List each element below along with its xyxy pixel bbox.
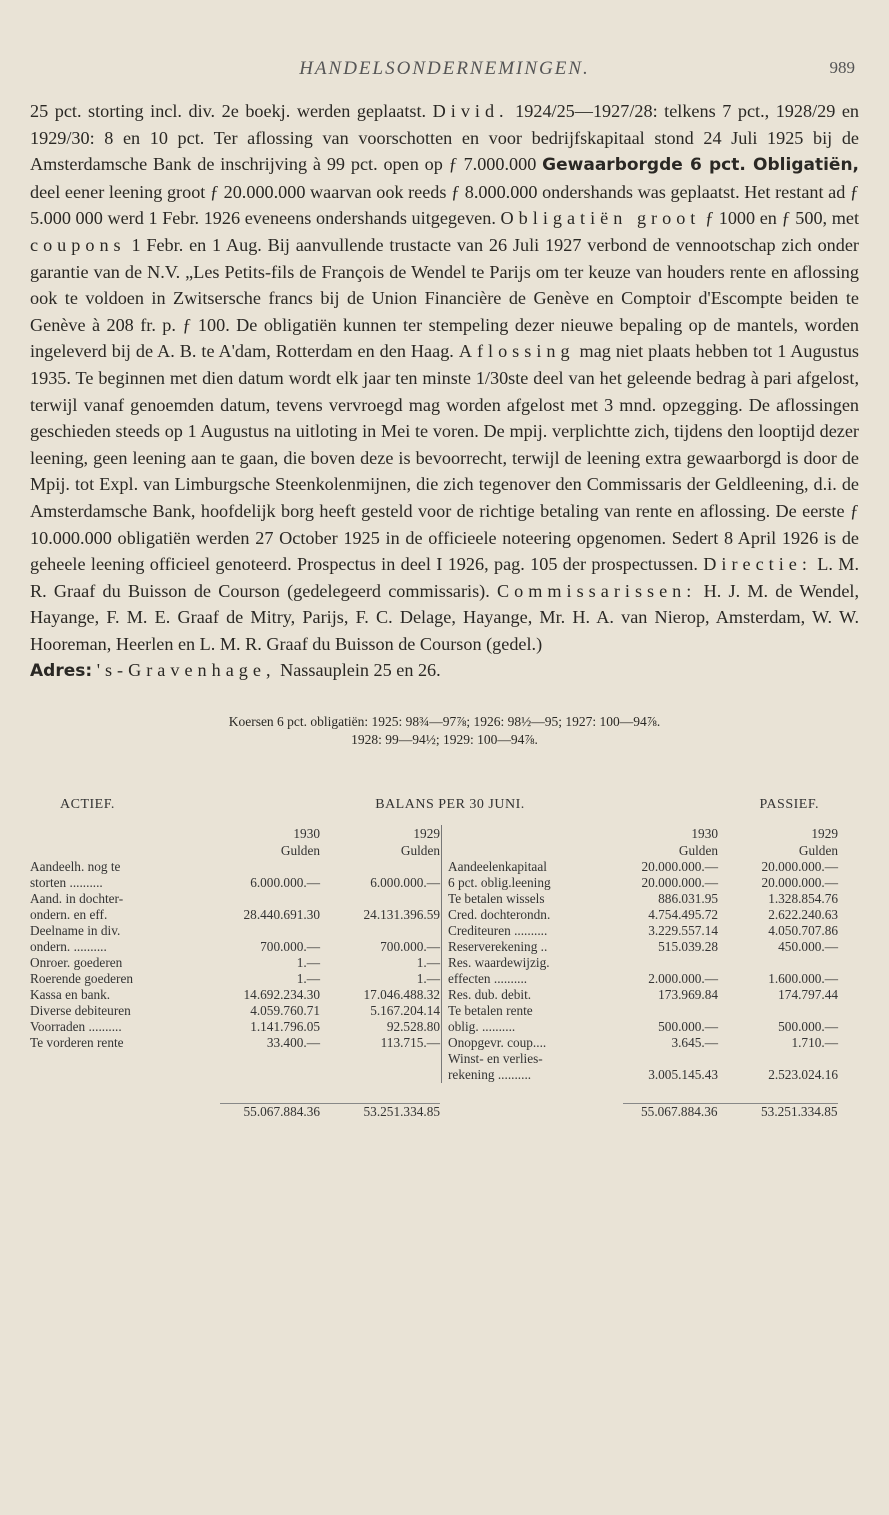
page-number: 989 — [829, 58, 855, 77]
row-label: Aand. in dochter- — [30, 891, 124, 907]
balance-row — [448, 939, 859, 955]
unit-label: Gulden — [678, 843, 718, 859]
value-1929 — [320, 891, 440, 907]
value-1930: 515.039.28 — [658, 939, 718, 955]
value-1930: 173.969.84 — [658, 987, 718, 1003]
assets-totals — [30, 1103, 442, 1119]
text-segment: mag niet plaats hebben tot 1 Augustus 1935. Te beginnen met dien datum wordt elk jaar ten minste 1/30ste deel van het geleende bedrag à pari afgelost, terwijl vanaf genoemden datum, tevens vervroegd mag worden afgelost met 3 mnd. opzegging. De aflossingen geschieden steeds op 1 Augustus na uitloting in Mei te voren. De mpij. verplichtte zich, tijdens den looptijd dezer leening, geen leening aan te gaan, die boven deze is bevoorrecht, terwijl de leening extra gewaarborgd is door de Mpij. tot Expl. van Limburgsche Steenkolenmijnen, die zich tegenover den Commissaris der Geldleening, d.i. de Amsterdamsche Bank, hoofdelijk borg heeft gesteld voor de richtige betaling van rente en aflossing. De eerste ƒ 10.000.000 obligatiën werden 27 October 1925 in de officieele noteering opgenomen. Sedert 8 April 1926 is de geheele leening officieel genoteerd. Prospectus in deel I 1926, pag. 105 der prospectussen. — [30, 341, 859, 575]
unit-label: Gulden — [400, 843, 440, 859]
running-title: HANDELSONDERNEMINGEN. — [299, 58, 590, 79]
value-1929: 6.000.000.— — [370, 875, 440, 891]
row-label: Aandeelenkapitaal — [448, 859, 547, 875]
spaced-heading-repayment: Aflossing — [458, 341, 575, 362]
text-segment: L. M. R. Graaf du Buisson de Courson (gedelegeerd commissaris). — [30, 554, 860, 601]
balance-row — [448, 1051, 859, 1067]
assets-column — [30, 825, 441, 1083]
value-1930: 500.000.— — [658, 1019, 718, 1035]
liabilities-rows — [448, 859, 859, 1083]
balance-row — [30, 1003, 441, 1019]
balance-row — [30, 971, 441, 987]
balance-row — [30, 1035, 441, 1051]
unit-label: Gulden — [798, 843, 838, 859]
value-1930 — [623, 1003, 718, 1019]
row-label: ondern. en eff. — [30, 907, 108, 923]
value-1929: 113.715.— — [380, 1035, 440, 1051]
page-header — [30, 58, 859, 98]
balance-row — [448, 1003, 859, 1019]
value-1929: 500.000.— — [778, 1019, 838, 1035]
assets-heading: ACTIEF. — [60, 797, 115, 813]
row-label: Winst- en verlies- — [448, 1051, 543, 1067]
value-1930 — [220, 923, 320, 939]
row-label: Te betalen wissels — [448, 891, 545, 907]
value-1929: 17.046.488.32 — [363, 987, 440, 1003]
spaced-heading-coupons: coupons — [30, 234, 126, 255]
value-1929: 20.000.000.— — [761, 859, 838, 875]
row-label: Deelname in div. — [30, 923, 121, 939]
balance-row — [448, 1067, 859, 1083]
value-1930: 3.229.557.14 — [648, 923, 718, 939]
row-label: Onopgevr. coup.... — [448, 1035, 547, 1051]
row-label: 6 pct. oblig.leening — [448, 875, 551, 891]
value-1929: 2.622.240.63 — [768, 907, 838, 923]
balance-row — [30, 859, 441, 875]
company-description — [30, 98, 859, 685]
row-label: Roerende goederen — [30, 971, 133, 987]
value-1930: 886.031.95 — [658, 891, 718, 907]
spaced-heading-obligations: Obligatiën groot — [500, 208, 701, 229]
value-1929: 5.167.204.14 — [370, 1003, 440, 1019]
bold-heading-bonds: Gewaarborgde 6 pct. Obligatiën, — [542, 155, 860, 176]
balance-columns — [30, 825, 859, 1083]
balance-row — [30, 875, 441, 891]
value-1929: 1.— — [416, 955, 440, 971]
value-1930: 700.000.— — [260, 939, 320, 955]
row-label: Crediteuren .......... — [448, 923, 548, 939]
balance-row — [448, 875, 859, 891]
row-label: Voorraden .......... — [30, 1019, 122, 1035]
value-1930: 1.— — [296, 971, 320, 987]
value-1930: 33.400.— — [266, 1035, 320, 1051]
row-label: oblig. .......... — [448, 1019, 516, 1035]
unit-header-row — [30, 842, 441, 859]
value-1930 — [220, 859, 320, 875]
balance-header — [30, 797, 859, 815]
value-1929: 450.000.— — [778, 939, 838, 955]
spaced-heading-dividend: Divid. — [432, 101, 509, 121]
value-1930: 28.440.691.30 — [243, 907, 320, 923]
value-1929 — [320, 859, 440, 875]
unit-header-row — [448, 842, 859, 859]
text-segment: deel eener leening groot ƒ 20.000.000 waarvan ook reeds ƒ 8.000.000 ondershands was geplaatst. Het restant ad ƒ 5.000 000 werd 1 Febr. 1926 eveneens ondershands uitgegeven. — [30, 181, 859, 229]
value-1929 — [320, 923, 440, 939]
balance-row — [448, 987, 859, 1003]
assets-rows — [30, 859, 441, 1051]
value-1930: 6.000.000.— — [250, 875, 320, 891]
value-1930 — [623, 1051, 718, 1067]
assets-total-1929: 53.251.334.85 — [320, 1103, 440, 1119]
row-label: Reserverekening .. — [448, 939, 548, 955]
year-1929: 1929 — [811, 826, 838, 842]
year-header-row — [448, 825, 859, 842]
liabilities-column — [441, 825, 859, 1083]
value-1929: 24.131.396.59 — [363, 907, 440, 923]
row-label: effecten .......... — [448, 971, 528, 987]
bond-prices-line: Koersen 6 pct. obligatiën: 1925: 98¾—97⅞; 1926: 98½—95; 1927: 100—94⅞. — [228, 714, 661, 730]
value-1929: 92.528.80 — [386, 1019, 440, 1035]
value-1929 — [718, 1051, 838, 1067]
row-label: Te vorderen rente — [30, 1035, 124, 1051]
balance-row — [448, 971, 859, 987]
bond-prices-line: 1928: 99—94½; 1929: 100—94⅞. — [351, 732, 538, 748]
value-1930: 3.645.— — [671, 1035, 718, 1051]
value-1930: 2.000.000.— — [648, 971, 718, 987]
balance-row — [448, 859, 859, 875]
text-segment: 1 Febr. en 1 Aug. Bij aanvullende trustacte van 26 Juli 1927 verbond de vennootschap zich onder garantie van de N.V. „Les Petits-fils de François de Wendel te Parijs om ter keuze van houders rente en aflossing ook te voldoen in Zwitsersche francs bij de Union Financière de Genève en Comptoir d'Escompte beiden te Genève à 208 fr. p. ƒ 100. De obligatiën kunnen ter stempeling dezer nieuwe bepaling op de mantels, worden ingeleverd bij de A. B. te A'dam, Rotterdam en den Haag. — [30, 234, 859, 362]
row-label: storten .......... — [30, 875, 103, 891]
totals-row — [30, 1103, 859, 1119]
value-1930: 4.754.495.72 — [648, 907, 718, 923]
liabilities-totals — [442, 1103, 860, 1119]
text-segment: H. J. M. de Wendel, Hayange, F. M. E. Graaf de Mitry, Parijs, F. C. Delage, Hayange, Mr. H. A. van Nierop, Amsterdam, W. W. Hooreman, Heerlen en L. M. R. Graaf du Buisson de Courson (gedel.) — [30, 580, 860, 654]
value-1929: 1.600.000.— — [768, 971, 838, 987]
unit-label: Gulden — [280, 843, 320, 859]
value-1930: 1.— — [296, 955, 320, 971]
balance-sheet — [30, 797, 859, 1119]
address-street: Nassauplein 25 en 26. — [280, 660, 441, 681]
text-segment: 25 pct. storting incl. div. 2e boekj. werden geplaatst. — [30, 101, 427, 121]
balance-row — [30, 987, 441, 1003]
balance-row — [448, 1019, 859, 1035]
row-label: Kassa en bank. — [30, 987, 111, 1003]
value-1929 — [718, 955, 838, 971]
text-segment: ƒ 1000 en ƒ 500, met — [705, 208, 860, 229]
balance-row — [448, 1035, 859, 1051]
balance-title: BALANS PER 30 JUNI. — [375, 797, 525, 813]
value-1930: 4.059.760.71 — [250, 1003, 320, 1019]
row-label: Res. dub. debit. — [448, 987, 532, 1003]
balance-row — [448, 891, 859, 907]
assets-total-1930: 55.067.884.36 — [220, 1103, 320, 1119]
value-1929 — [718, 1003, 838, 1019]
balance-row — [30, 923, 441, 939]
row-label: Res. waardewijzig. — [448, 955, 550, 971]
value-1929: 1.710.— — [791, 1035, 838, 1051]
liabilities-total-1929: 53.251.334.85 — [718, 1103, 838, 1119]
value-1929: 174.797.44 — [778, 987, 838, 1003]
bond-prices — [30, 713, 859, 749]
value-1930: 3.005.145.43 — [648, 1067, 718, 1083]
spaced-heading-commissioners: Commissarissen: — [497, 580, 697, 601]
value-1929: 2.523.024.16 — [768, 1067, 838, 1083]
row-label: Cred. dochterondn. — [448, 907, 551, 923]
value-1930: 20.000.000.— — [641, 875, 718, 891]
balance-row — [30, 939, 441, 955]
row-label: Aandeelh. nog te — [30, 859, 121, 875]
year-1930: 1930 — [293, 826, 320, 842]
value-1929: 1.— — [416, 971, 440, 987]
balance-row — [30, 955, 441, 971]
year-1930: 1930 — [691, 826, 718, 842]
description-paragraph — [30, 98, 859, 657]
balance-row — [448, 907, 859, 923]
balance-row — [448, 923, 859, 939]
year-1929: 1929 — [413, 826, 440, 842]
row-label: Onroer. goederen — [30, 955, 123, 971]
value-1929: 1.328.854.76 — [768, 891, 838, 907]
address-city: 's-Gravenhage, — [96, 660, 276, 681]
address-label: Adres: — [30, 661, 93, 682]
row-label: Te betalen rente — [448, 1003, 533, 1019]
balance-row — [448, 955, 859, 971]
balance-row — [30, 1019, 441, 1035]
value-1929: 20.000.000.— — [761, 875, 838, 891]
value-1930 — [623, 955, 718, 971]
value-1930: 14.692.234.30 — [243, 987, 320, 1003]
balance-row — [30, 907, 441, 923]
row-label: ondern. .......... — [30, 939, 107, 955]
value-1930: 1.141.796.05 — [250, 1019, 320, 1035]
value-1930 — [220, 891, 320, 907]
address-line — [30, 657, 859, 685]
value-1929: 700.000.— — [380, 939, 440, 955]
year-header-row — [30, 825, 441, 842]
spaced-heading-management: Directie: — [703, 554, 812, 575]
row-label: rekening .......... — [448, 1067, 532, 1083]
text-segment: 1924/25—1927/28: telkens 7 pct., 1928/29 en 1929/30: 8 en 10 pct. Ter aflossing van voorschotten en voor bedrijfskapitaal stond 24 Juli 1925 bij de Amsterdamsche Bank de inschrijving à 99 pct. open op ƒ 7.000.000 — [30, 101, 860, 175]
liabilities-total-1930: 55.067.884.36 — [623, 1103, 718, 1119]
row-label: Diverse debiteuren — [30, 1003, 131, 1019]
balance-row — [30, 891, 441, 907]
value-1929: 4.050.707.86 — [768, 923, 838, 939]
value-1930: 20.000.000.— — [641, 859, 718, 875]
liabilities-heading: PASSIEF. — [759, 797, 819, 813]
